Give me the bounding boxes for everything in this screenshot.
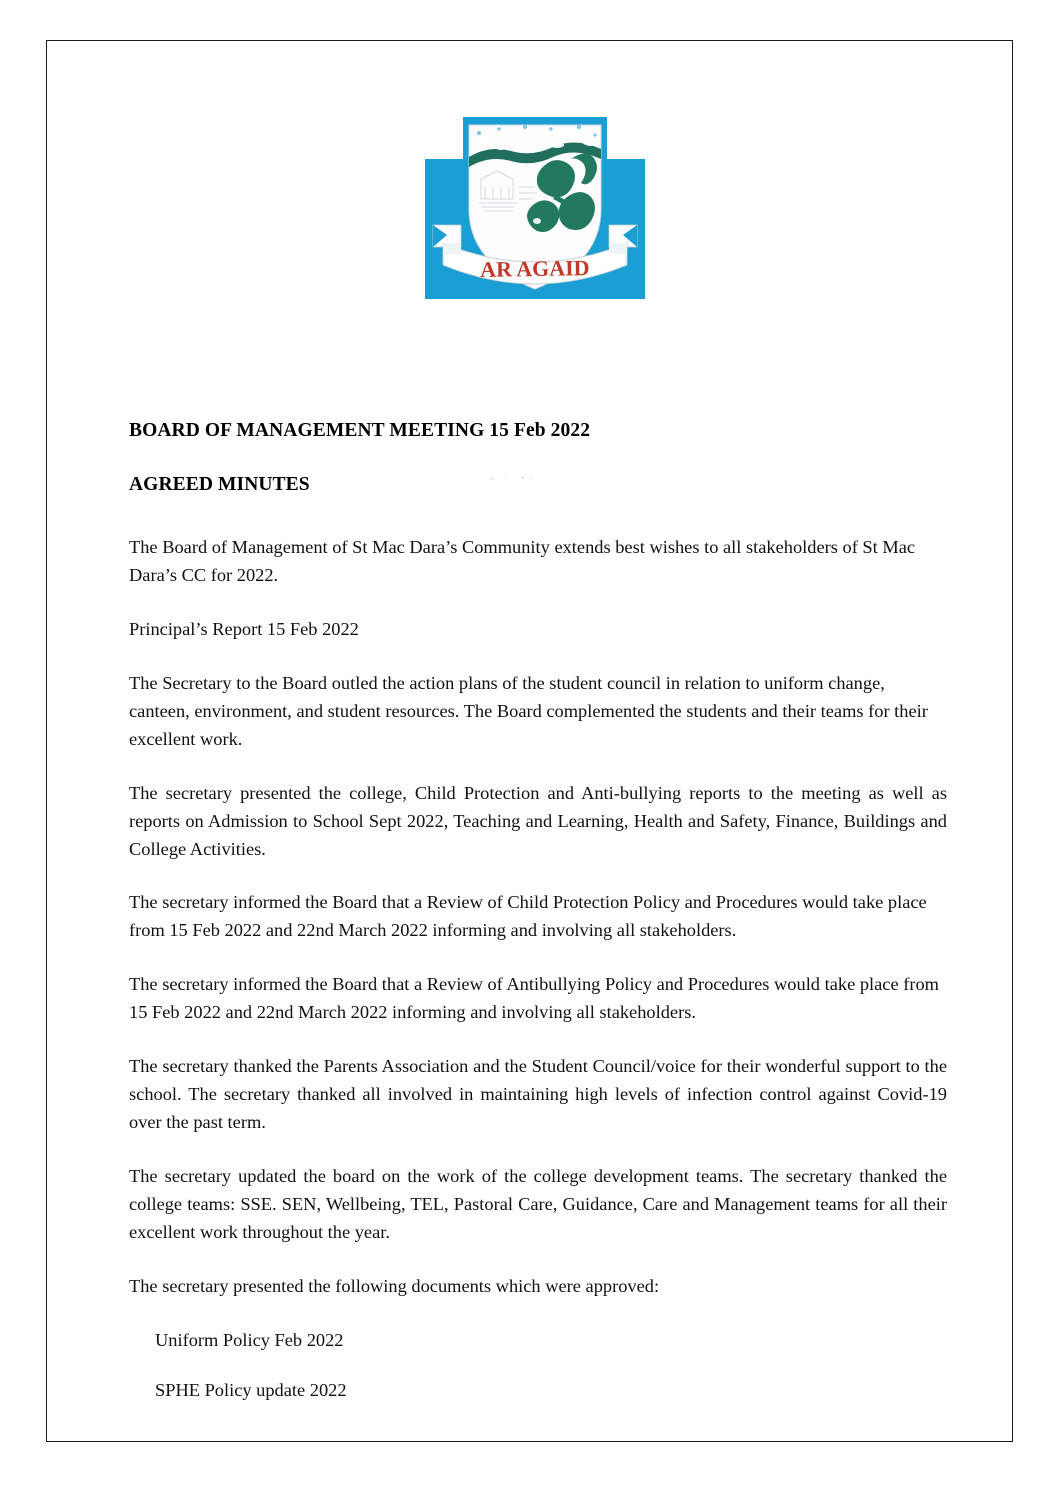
paragraph-thanks-parents-students: The secretary thanked the Parents Association and the Student Council/voice for their wonderful support to the school. The secretary thanked all involved in maintaining high levels of infection control against Covid-19 over the past term.: [129, 1056, 947, 1133]
paragraph-principals-report: Principal’s Report 15 Feb 2022: [129, 618, 359, 639]
paragraph-antibullying-review: The secretary informed the Board that a Review of Antibullying Policy and Procedures would take place from 15 Feb 2022 and 22nd March 2022 informing and involving all stakeholders.: [129, 974, 939, 1023]
approved-documents-list: [129, 1327, 947, 1404]
paragraph-child-protection-review: The secretary informed the Board that a Review of Child Protection Policy and Procedures would take place from 15 Feb 2022 and 22nd March 2022 informing and involving all stakeholders.: [129, 892, 927, 941]
page-title: BOARD OF MANAGEMENT MEETING 15 Feb 2022: [129, 420, 591, 441]
crest-shamrock-highlight: [533, 218, 541, 224]
paragraph-reports-presented: The secretary presented the college, Child Protection and Anti-bullying reports to the meeting as well as reports on Admission to School Sept 2022, Teaching and Learning, Health and Safety, Finance, Buildings and College Activities.: [129, 782, 947, 859]
paragraph-student-council-action-plans: The Secretary to the Board outled the action plans of the student council in relation to uniform change, canteen, environment, and student resources. The Board complemented the students and their teams for their excellent work.: [129, 672, 928, 749]
school-crest-logo: [417, 113, 653, 303]
document-subtitle: AGREED MINUTES: [129, 474, 310, 496]
crest-motto-text: AR AGAID: [479, 255, 590, 282]
paragraph-intro: The Board of Management of St Mac Dara’s Community extends best wishes to all stakeholders of St Mac Dara’s CC for 2022.: [129, 536, 916, 585]
paragraph-documents-approved-lead-in: The secretary presented the following documents which were approved:: [129, 1276, 660, 1297]
paragraph-development-teams: The secretary updated the board on the work of the college development teams. The secretary thanked the college teams: SSE. SEN, Wellbeing, TEL, Pastoral Care, Guidance, Care and Management teams for all their excellent work throughout the year.: [129, 1166, 947, 1243]
list-item: SPHE Policy update 2022: [155, 1379, 347, 1400]
crest-icon: [417, 113, 653, 303]
page-border-frame: [46, 40, 1013, 1442]
minutes-document-body: [129, 419, 947, 1426]
scan-speckle-artifact: [489, 473, 543, 483]
list-item: Uniform Policy Feb 2022: [155, 1330, 344, 1351]
